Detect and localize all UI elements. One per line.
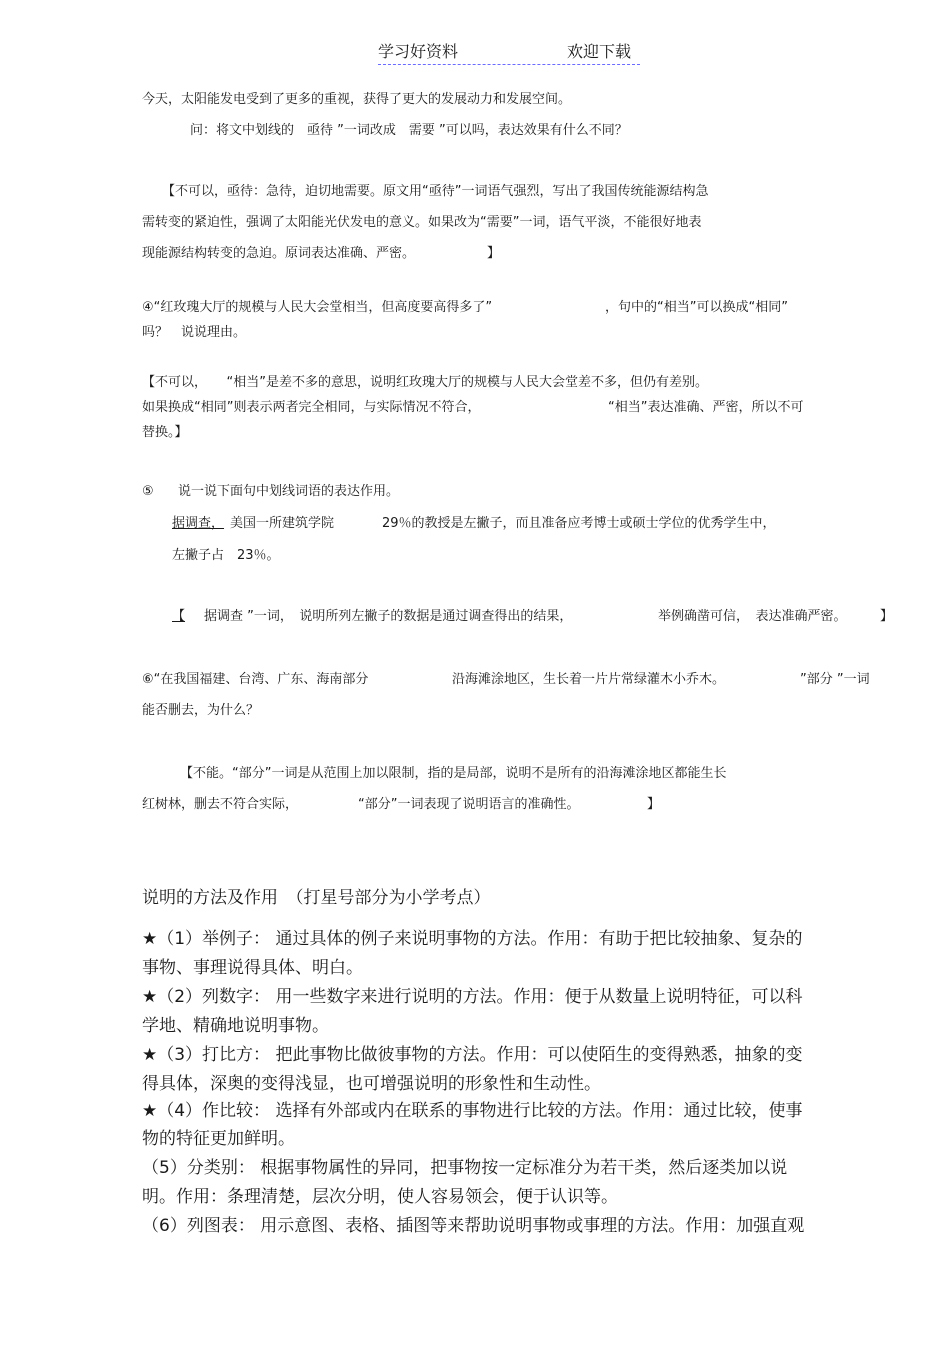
methods-line: 事物、事理说得具体、明白。 (142, 958, 363, 978)
q3-question: 问：将文中划线的 亟待 ”一词改成 需要 ”可以吗，表达效果有什么不同？ (190, 123, 628, 138)
q5-answer-a: 据调查 ”一词， 说明所列左撇子的数据是通过调查得出的结果， (204, 609, 573, 624)
q6-question-line-1c: ”部分 ”一词 (800, 672, 870, 687)
methods-line: 学地、精确地说明事物。 (142, 1016, 329, 1036)
q4-question-line-1a: ④“红玫瑰大厅的规模与人民大会堂相当，但高度要高得多了” (142, 300, 493, 315)
q4-answer-line-3: 替换。】 (142, 425, 188, 440)
q6-question-line-1b: 沿海滩涂地区，生长着一片片常绿灌木小乔木。 (452, 672, 726, 687)
methods-line: ★（1）举例子： 通过具体的例子来说明事物的方法。作用：有助于把比较抽象、复杂的 (142, 929, 803, 949)
q6-question-line-2: 能否删去，为什么？ (142, 703, 260, 718)
q4-answer-line-2b: “相当”表达准确、严密，所以不可 (608, 400, 804, 415)
q5-sentence-line-1a: 美国一所建筑学院 (230, 516, 335, 531)
q4-answer-line-1: 【不可以， “相当”是差不多的意思，说明红玫瑰大厅的规模与人民大会堂差不多，但仍有差别。 (142, 375, 708, 390)
methods-line: 明。作用：条理清楚，层次分明，使人容易领会，便于认识等。 (142, 1187, 618, 1207)
methods-line: ★（2）列数字： 用一些数字来进行说明的方法。作用：便于从数量上说明特征，可以科 (142, 987, 803, 1007)
header-right-text: 欢迎下载 (567, 42, 632, 61)
methods-line: 物的特征更加鲜明。 (142, 1129, 295, 1149)
q5-underlined-phrase: 据调查， (172, 516, 225, 531)
q3-context: 今天，太阳能发电受到了更多的重视，获得了更大的发展动力和发展空间。 (142, 92, 572, 107)
q3-answer-line-2: 需转变的紧迫性，强调了太阳能光伏发电的意义。如果改为“需要”一词，语气平淡，不能很好地表 (142, 215, 702, 230)
q3-answer-line-3: 现能源结构转变的急迫。原词表达准确、严密。 (142, 246, 416, 261)
q6-answer-line-2a: 红树林，删去不符合实际， (142, 797, 299, 812)
q5-prompt-number: ⑤ (142, 484, 154, 499)
q3-answer-close: 】 (487, 246, 501, 261)
q5-prompt: 说一说下面句中划线词语的表达作用。 (178, 484, 400, 499)
methods-line: （6）列图表： 用示意图、表格、插图等来帮助说明事物或事理的方法。作用：加强直观 (142, 1216, 805, 1236)
q5-sentence-line-1b: 29％的教授是左撇子，而且准备应考博士或硕士学位的优秀学生中， (382, 516, 776, 531)
q6-answer-line-2b: “部分”一词表现了说明语言的准确性。 (358, 797, 580, 812)
header-left-text: 学习好资料 (378, 42, 459, 61)
q4-answer-line-2a: 如果换成“相同”则表示两者完全相同，与实际情况不符合， (142, 400, 481, 415)
methods-line: ★（3）打比方： 把此事物比做彼事物的方法。作用：可以使陌生的变得熟悉，抽象的变 (142, 1045, 803, 1065)
q3-answer-line-1: 【不可以，亟待：急待，迫切地需要。原文用“亟待”一词语气强烈，写出了我国传统能源结构急 (162, 184, 709, 199)
q5-answer-open: 【 (172, 609, 186, 624)
q6-answer-close: 】 (647, 797, 661, 812)
header-divider (378, 64, 640, 65)
q6-question-line-1a: ⑥“在我国福建、台湾、广东、海南部分 (142, 672, 369, 687)
q4-question-line-1b: ，句中的“相当”可以换成“相同” (605, 300, 788, 315)
methods-line: ★（4）作比较： 选择有外部或内在联系的事物进行比较的方法。作用：通过比较，使事 (142, 1101, 803, 1121)
methods-section-title: 说明的方法及作用 （打星号部分为小学考点） (142, 888, 491, 908)
q5-answer-close: 】 (880, 609, 894, 624)
q5-answer-b: 举例确凿可信， 表达准确严密。 (658, 609, 847, 624)
methods-line: 得具体，深奥的变得浅显，也可增强说明的形象性和生动性。 (142, 1074, 601, 1094)
q5-sentence-line-2: 左撇子占 23％。 (172, 548, 280, 563)
methods-line: （5）分类别： 根据事物属性的异同，把事物按一定标准分为若干类，然后逐类加以说 (142, 1158, 788, 1178)
q6-answer-line-1: 【不能。“部分”一词是从范围上加以限制，指的是局部，说明不是所有的沿海滩涂地区都能生长 (180, 766, 727, 781)
q4-question-line-2: 吗？ 说说理由。 (142, 325, 247, 340)
